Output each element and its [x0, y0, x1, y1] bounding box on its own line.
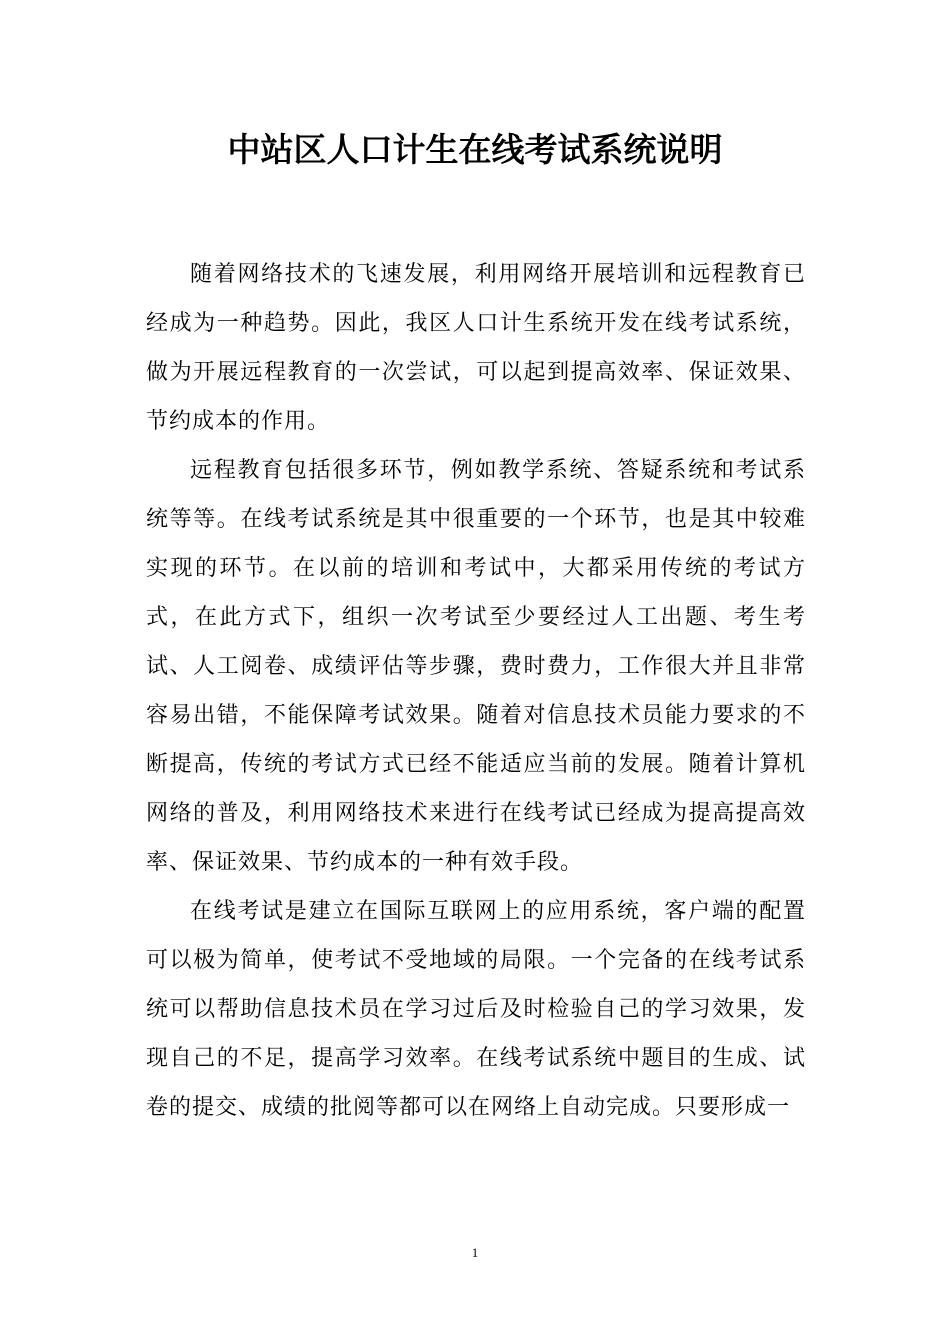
paragraph-2: 远程教育包括很多环节，例如教学系统、答疑系统和考试系统等等。在线考试系统是其中很重要的一个环节，也是其中较难实现的环节。在以前的培训和考试中，大都采用传统的考试方式，在此方式下，组织一次考试至少要经过人工出题、考生考试、人工阅卷、成绩评估等步骤，费时费力，工作很大并且非常容易出错，不能保障考试效果。随着对信息技术员能力要求的不断提高，传统的考试方式已经不能适应当前的发展。随着计算机网络的普及，利用网络技术来进行在线考试已经成为提高提高效率、保证效果、节约成本的一种有效手段。	[146, 458, 806, 875]
document-title: 中站区人口计生在线考试系统说明	[227, 130, 723, 169]
page-number: 1	[471, 1245, 479, 1260]
paragraph-1: 随着网络技术的飞速发展，利用网络开展培训和远程教育已经成为一种趋势。因此，我区人口计生系统开发在线考试系统，做为开展远程教育的一次尝试，可以起到提高效率、保证效果、节约成本的作用。	[146, 262, 806, 434]
document-body	[146, 250, 806, 1132]
paragraph-3: 在线考试是建立在国际互联网上的应用系统，客户端的配置可以极为简单，使考试不受地域的局限。一个完备的在线考试系统可以帮助信息技术员在学习过后及时检验自己的学习效果，发现自己的不足，提高学习效率。在线考试系统中题目的生成、试卷的提交、成绩的批阅等都可以在网络上自动完成。只要形成一	[146, 899, 806, 1120]
